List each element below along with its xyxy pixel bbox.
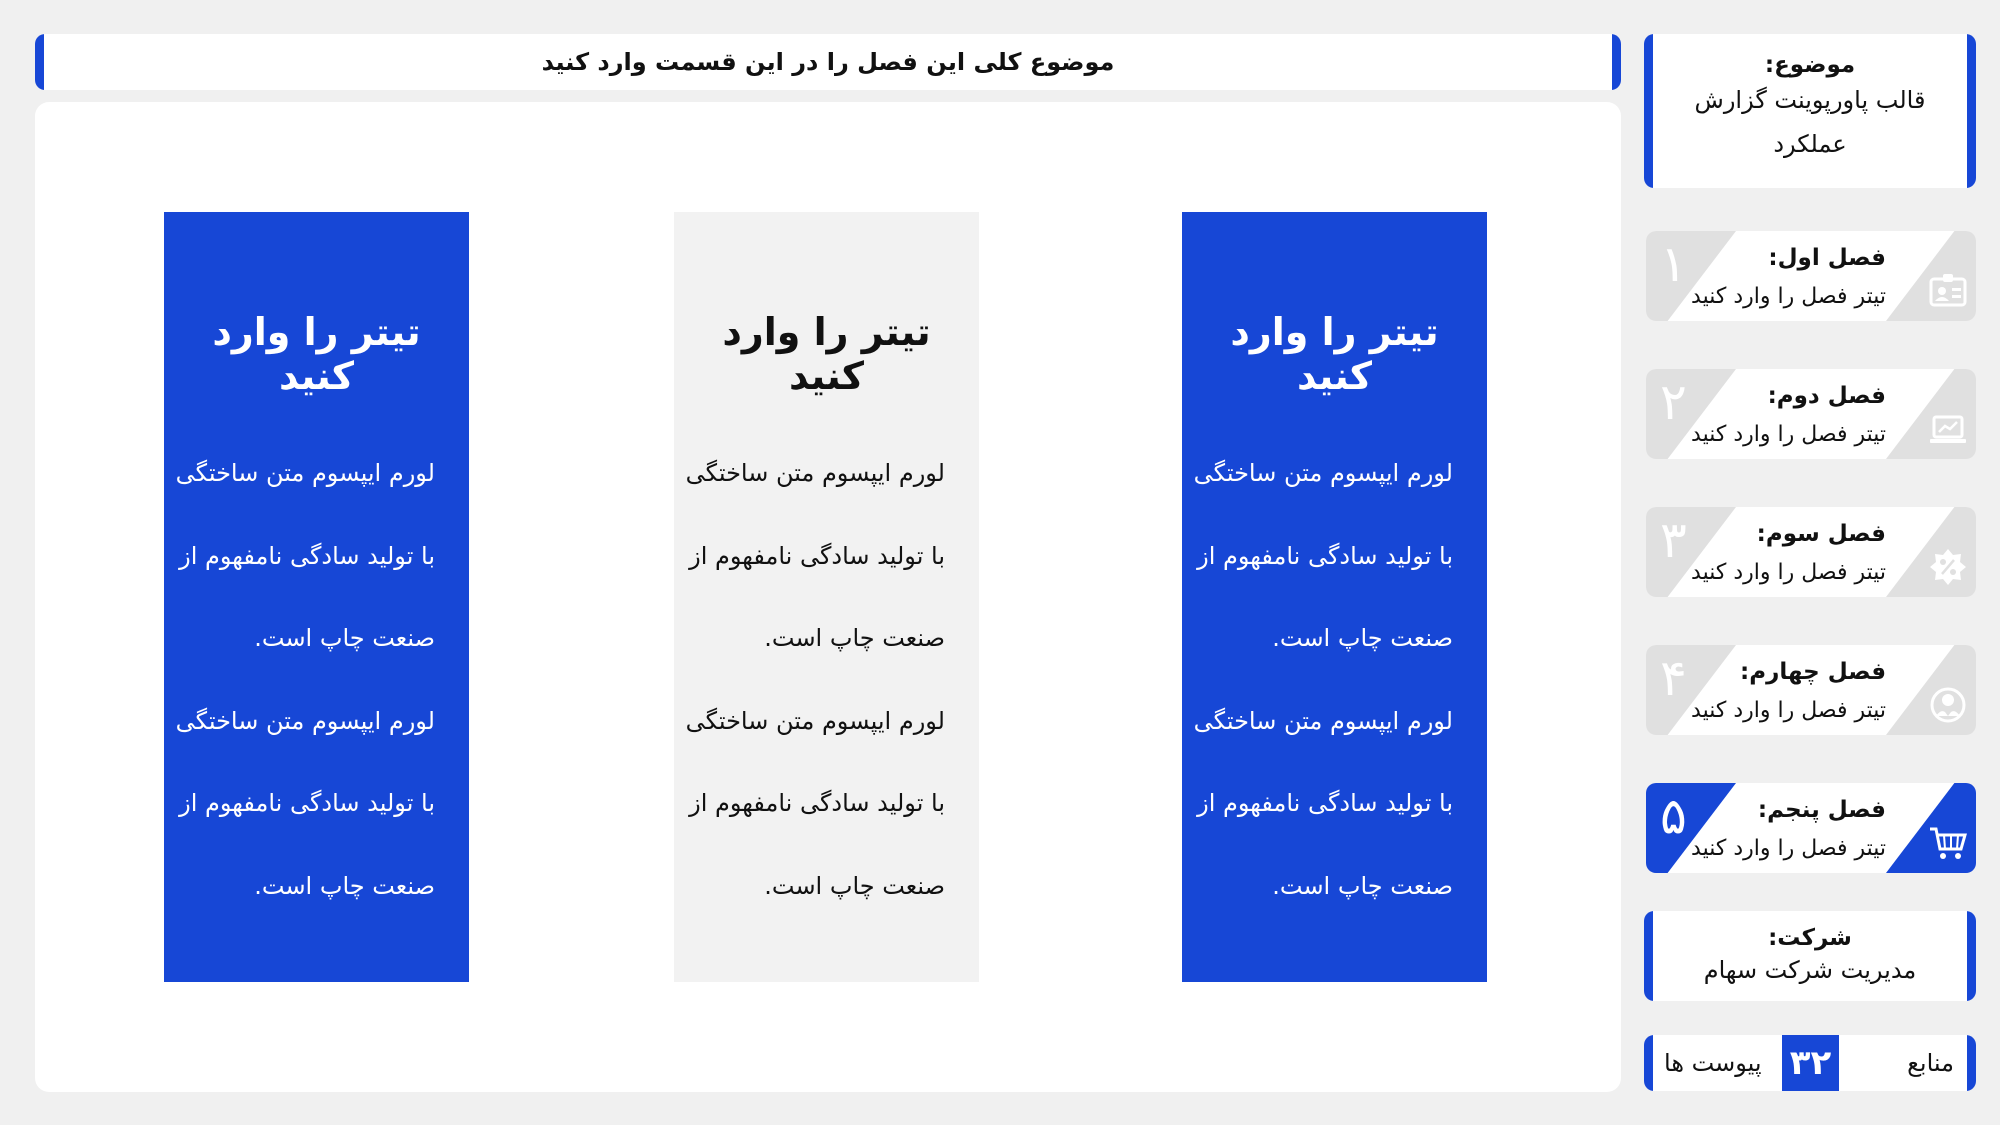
presentation-topic-card xyxy=(1644,34,1976,188)
chapter-number: ۲ xyxy=(1660,373,1687,431)
column-text-line: با تولید سادگی نامفهوم از xyxy=(689,541,945,570)
chapter-title: فصل چهارم: xyxy=(1740,659,1886,685)
chapter-title: فصل پنجم: xyxy=(1757,797,1886,823)
chapter-subtitle: تیتر فصل را وارد کنید xyxy=(1691,284,1886,309)
column-title: تیتر را وارد کنید xyxy=(722,310,931,398)
column-text-line: لورم ایپسوم متن ساختگی xyxy=(685,706,945,735)
id-card-icon xyxy=(1928,271,1968,311)
column-text-line: با تولید سادگی نامفهوم از xyxy=(1197,789,1453,817)
column-text-line: صنعت چاپ است. xyxy=(764,871,945,900)
content-panel xyxy=(35,102,1621,1092)
chapter-subtitle: تیتر فصل را وارد کنید xyxy=(1691,560,1886,585)
column-text-line: لورم ایپسوم متن ساختگی xyxy=(1193,459,1453,487)
chapter-title: فصل دوم: xyxy=(1767,383,1886,409)
chapter-nav-item-5[interactable] xyxy=(1646,783,1976,873)
column-text-line: صنعت چاپ است. xyxy=(254,624,435,652)
discount-badge-icon xyxy=(1928,547,1968,587)
company-card xyxy=(1644,911,1976,1001)
chapter-number: ۳ xyxy=(1660,511,1687,569)
column-text-line: صنعت چاپ است. xyxy=(764,624,945,652)
chapter-nav-item-4[interactable] xyxy=(1646,645,1976,735)
chapter-topic-title: موضوع کلی این فصل را در این قسمت وارد کنید xyxy=(541,48,1115,76)
column-text-line: لورم ایپسوم متن ساختگی xyxy=(175,706,435,735)
chapter-title: فصل سوم: xyxy=(1756,521,1886,547)
chart-laptop-icon xyxy=(1928,409,1968,449)
content-column-middle xyxy=(674,212,979,982)
sources-link[interactable]: منابع xyxy=(1907,1049,1954,1077)
chapter-title: فصل اول: xyxy=(1768,245,1886,271)
chapter-subtitle: تیتر فصل را وارد کنید xyxy=(1691,698,1886,723)
shopping-cart-icon xyxy=(1928,823,1968,863)
money-people-icon xyxy=(1928,685,1968,725)
chapter-number: ۴ xyxy=(1660,649,1687,707)
attachments-link[interactable]: پیوست ها xyxy=(1664,1049,1762,1077)
column-title: تیتر را وارد کنید xyxy=(212,310,421,398)
column-text-line: لورم ایپسوم متن ساختگی xyxy=(685,459,945,487)
column-text-line: با تولید سادگی نامفهوم از xyxy=(1197,541,1453,570)
page-number-badge: ۳۲ xyxy=(1782,1035,1839,1091)
chapter-nav-item-1[interactable] xyxy=(1646,231,1976,321)
company-label: شرکت: xyxy=(1768,925,1852,951)
column-text-line: با تولید سادگی نامفهوم از xyxy=(179,789,435,817)
company-value: مدیریت شرکت سهام xyxy=(1703,956,1917,984)
column-text-line: صنعت چاپ است. xyxy=(1272,871,1453,900)
chapter-number: ۱ xyxy=(1660,235,1687,293)
column-text-line: صنعت چاپ است. xyxy=(254,871,435,900)
chapter-nav-item-3[interactable] xyxy=(1646,507,1976,597)
chapter-nav-item-2[interactable] xyxy=(1646,369,1976,459)
chapter-number: ۵ xyxy=(1660,787,1687,845)
accent-edge xyxy=(1644,1035,1653,1091)
accent-edge xyxy=(1967,1035,1976,1091)
column-text-line: با تولید سادگی نامفهوم از xyxy=(179,541,435,570)
column-text-line: صنعت چاپ است. xyxy=(1272,624,1453,652)
chapter-subtitle: تیتر فصل را وارد کنید xyxy=(1691,422,1886,447)
topic-label: موضوع: xyxy=(1764,52,1856,78)
footer-bar xyxy=(1644,1035,1976,1091)
column-text-line: لورم ایپسوم متن ساختگی xyxy=(1193,706,1453,735)
chapter-subtitle: تیتر فصل را وارد کنید xyxy=(1691,836,1886,861)
topic-value: قالب پاورپوینت گزارش عملکرد xyxy=(1694,86,1926,158)
content-column-left xyxy=(164,212,469,982)
column-text-line: لورم ایپسوم متن ساختگی xyxy=(175,459,435,487)
column-text-line: با تولید سادگی نامفهوم از xyxy=(689,789,945,817)
column-title: تیتر را وارد کنید xyxy=(1230,310,1439,398)
chapter-topic-header xyxy=(35,34,1621,90)
content-column-right xyxy=(1182,212,1487,982)
